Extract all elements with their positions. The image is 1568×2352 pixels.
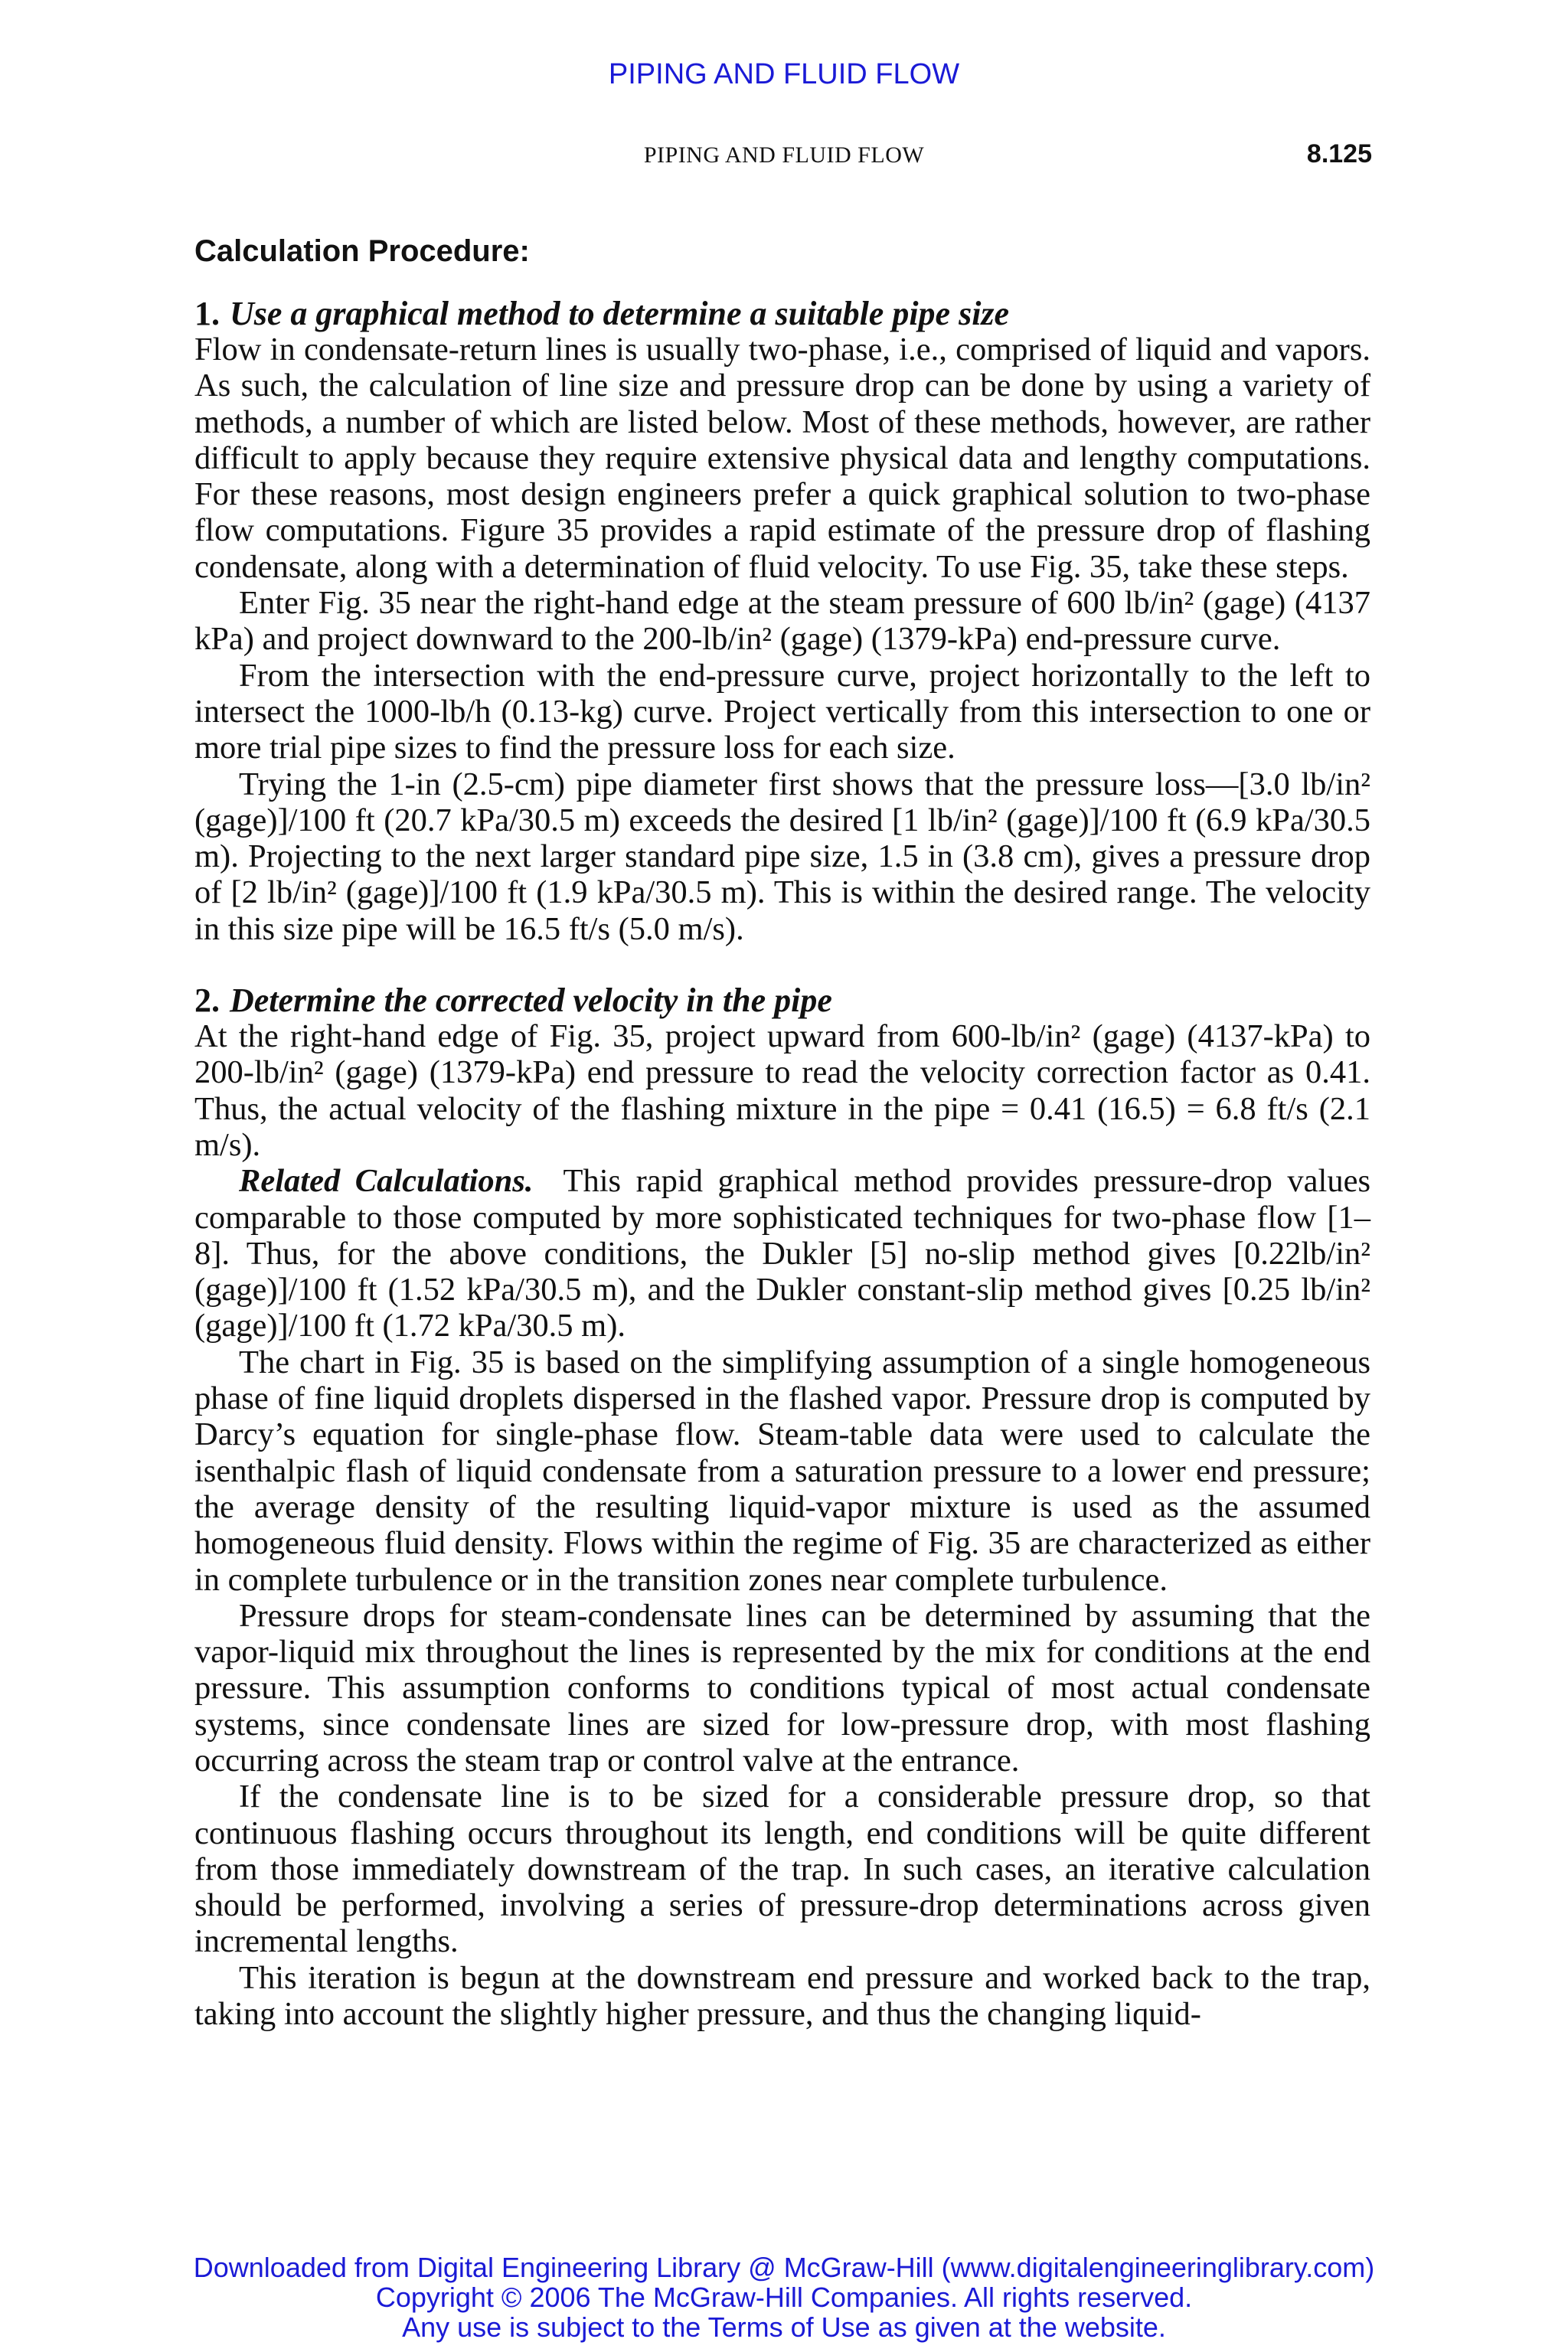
- step-2-paragraph-6: This iteration is begun at the downstream end pressure and worked back to the trap, taking into account the slightly higher pressure, and thus the changing liquid-: [194, 1959, 1370, 2033]
- step-1-paragraph-1: Flow in condensate-return lines is usually two-phase, i.e., comprised of liquid and vapors. As such, the calculation of line size and pressure drop can be done by using a variety of methods, a number of which are listed below. Most of these methods, however, are rather difficult to apply because they require extensive physical data and lengthy computations. For these reasons, most design engineers prefer a quick graphical solution to two-phase flow computations. Figure 35 provides a rapid estimate of the pressure drop of flashing condensate, along with a determination of fluid velocity. To use Fig. 35, take these steps.: [194, 332, 1370, 585]
- step-2-heading: [194, 982, 1370, 1018]
- top-chapter-link[interactable]: PIPING AND FLUID FLOW: [608, 58, 960, 90]
- step-2-paragraph-3: The chart in Fig. 35 is based on the simplifying assumption of a single homogeneous phase of fine liquid droplets dispersed in the flashed vapor. Pressure drop is computed by Darcy’s equation for single-phase flow. Steam-table data were used to calculate the isenthalpic flash of liquid condensate from a saturation pressure to a lower end pressure; the average density of the resulting liquid-vapor mixture is used as the assumed homogeneous fluid density. Flows within the regime of Fig. 35 are characterized as either in complete turbulence or in the transition zones near complete turbulence.: [194, 1344, 1370, 1598]
- running-head: PIPING AND FLUID FLOW: [643, 142, 925, 168]
- section-spacer: [194, 947, 1370, 982]
- footer-terms-link[interactable]: Any use is subject to the Terms of Use as given at the website.: [402, 2311, 1166, 2343]
- step-1-heading: [194, 296, 1370, 332]
- step-2-number: 2.: [194, 982, 220, 1020]
- step-1-title: Use a graphical method to determine a suitable pipe size: [230, 295, 1010, 332]
- page-number: 8.125: [1306, 139, 1372, 168]
- step-1-paragraph-4: Trying the 1-in (2.5-cm) pipe diameter first shows that the pressure loss—[3.0 lb/in² (gage)]/100 ft (20.7 kPa/30.5 m) exceeds the desired [1 lb/in² (gage)]/100 ft (6.9 kPa/30.5 m). Projecting to the next larger standard pipe size, 1.5 in (3.8 cm), gives a pressure drop of [2 lb/in² (gage)]/100 ft (1.9 kPa/30.5 m). This is within the desired range. The velocity in this size pipe will be 16.5 ft/s (5.0 m/s).: [194, 766, 1370, 947]
- footer-copyright: Copyright © 2006 The McGraw-Hill Companies. All rights reserved.: [375, 2282, 1193, 2313]
- step-2-title: Determine the corrected velocity in the pipe: [230, 982, 832, 1020]
- step-1-number: 1.: [194, 295, 220, 332]
- related-calculations-text: This rapid graphical method provides pressure-drop values comparable to those computed by more sophisticated techniques for two-phase flow [1–8]. Thus, for the above conditions, the Dukler [5] no-slip method gives [0.22lb/in² (gage)]/100 ft (1.52 kPa/30.5 m), and the Dukler constant-slip method gives [0.25 lb/in² (gage)]/100 ft (1.72 kPa/30.5 m).: [194, 1163, 1371, 1344]
- calculation-procedure-heading: Calculation Procedure:: [194, 234, 530, 268]
- related-calculations-label: Related Calculations.: [239, 1163, 534, 1200]
- step-2-paragraph-1: At the right-hand edge of Fig. 35, project upward from 600-lb/in² (gage) (4137-kPa) to 200-lb/in² (gage) (1379-kPa) end pressure to read the velocity correction factor as 0.41. Thus, the actual velocity of the flashing mixture in the pipe = 0.41 (16.5) = 6.8 ft/s (2.1 m/s).: [194, 1018, 1370, 1163]
- step-1-paragraph-3: From the intersection with the end-pressure curve, project horizontally to the left to intersect the 1000-lb/h (0.13-kg) curve. Project vertically from this intersection to one or more trial pipe sizes to find the pressure loss for each size.: [194, 657, 1370, 766]
- footer-download-link[interactable]: Downloaded from Digital Engineering Library @ McGraw-Hill (www.digitalengineeringlibrary.com): [193, 2252, 1375, 2283]
- step-2-paragraph-5: If the condensate line is to be sized for a considerable pressure drop, so that continuous flashing occurs throughout its length, end conditions will be quite different from those immediately downstream of the trap. In such cases, an iterative calculation should be performed, involving a series of pressure-drop determinations across given incremental lengths.: [194, 1779, 1370, 1960]
- related-calculations-paragraph: [194, 1163, 1370, 1344]
- step-1-paragraph-2: Enter Fig. 35 near the right-hand edge at the steam pressure of 600 lb/in² (gage) (4137 kPa) and project downward to the 200-lb/in² (gage) (1379-kPa) end-pressure curve.: [194, 585, 1370, 658]
- page-body: [194, 230, 1370, 2032]
- download-footer[interactable]: [0, 2252, 1568, 2342]
- step-2-paragraph-4: Pressure drops for steam-condensate lines can be determined by assuming that the vapor-liquid mix throughout the lines is represented by the mix for conditions at the end pressure. This assumption conforms to conditions typical of most actual condensate systems, since condensate lines are sized for low-pressure drop, with most flashing occurring across the steam trap or control valve at the entrance.: [194, 1597, 1370, 1779]
